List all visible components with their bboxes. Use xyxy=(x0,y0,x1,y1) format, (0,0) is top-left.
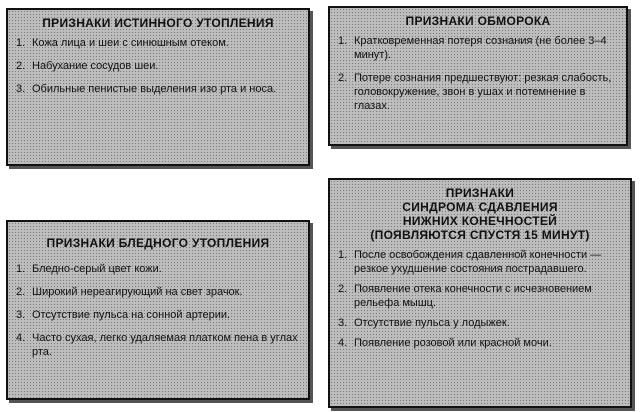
item-number: 2. xyxy=(16,60,26,72)
item-text: Отсутствие пульса на сонной артерии. xyxy=(32,309,231,321)
symptom-list xyxy=(338,34,618,113)
item-text: Широкий нереагирующий на свет зрачок. xyxy=(32,286,243,298)
item-number: 1. xyxy=(338,249,348,261)
item-number: 2. xyxy=(16,286,26,298)
item-number: 3. xyxy=(338,317,348,329)
item-number: 1. xyxy=(16,263,26,275)
list-item xyxy=(16,36,300,50)
item-number: 2. xyxy=(338,72,348,84)
item-text: Кожа лица и шеи с синюшным отеком. xyxy=(32,37,229,49)
list-item xyxy=(338,336,622,350)
list-item xyxy=(16,331,300,359)
item-text: Отсутствие пульса у лодыжек. xyxy=(354,317,510,329)
card-title: ПРИЗНАКИ ИСТИННОГО УТОПЛЕНИЯ xyxy=(42,16,274,30)
list-item xyxy=(338,34,618,62)
item-text: Появление розовой или красной мочи. xyxy=(354,337,552,349)
item-number: 3. xyxy=(16,83,26,95)
symptom-list xyxy=(338,248,622,350)
card-crush-syndrome xyxy=(328,178,632,408)
list-item xyxy=(338,71,618,113)
card-title: ПРИЗНАКИ ОБМОРОКА xyxy=(405,14,551,28)
list-item xyxy=(338,316,622,330)
item-text: Появление отека конечности с исчезновением рельефа мышц. xyxy=(354,283,592,309)
item-text: Кратковременная потеря сознания (не более 3–4 минут). xyxy=(354,35,607,61)
item-number: 4. xyxy=(338,337,348,349)
list-item xyxy=(16,262,300,276)
item-text: Бледно-серый цвет кожи. xyxy=(32,263,162,275)
symptom-list xyxy=(16,36,300,96)
symptom-list xyxy=(16,262,300,359)
item-number: 2. xyxy=(338,283,348,295)
list-item xyxy=(338,282,622,310)
list-item xyxy=(16,308,300,322)
item-number: 1. xyxy=(338,35,348,47)
card-title: ПРИЗНАКИ СИНДРОМА СДАВЛЕНИЯ НИЖНИХ КОНЕЧНОСТЕЙ (ПОЯВЛЯЮТСЯ СПУСТЯ 15 МИНУТ) xyxy=(370,186,590,242)
list-item xyxy=(16,59,300,73)
item-text: После освобождения сдавленной конечности — резкое ухудшение состояния пострадавшего. xyxy=(354,249,602,275)
card-true-drowning xyxy=(6,8,310,166)
item-text: Набухание сосудов шеи. xyxy=(32,60,159,72)
list-item xyxy=(16,82,300,96)
item-text: Потере сознания предшествуют: резкая слабость, головокружение, звон в ушах и потемнение в глазах. xyxy=(354,72,612,112)
list-item xyxy=(16,285,300,299)
list-item xyxy=(338,248,622,276)
item-number: 3. xyxy=(16,309,26,321)
item-text: Обильные пенистые выделения изо рта и носа. xyxy=(32,83,277,95)
item-number: 4. xyxy=(16,332,26,344)
card-pale-drowning xyxy=(6,220,310,400)
item-number: 1. xyxy=(16,37,26,49)
item-text: Часто сухая, легко удаляемая платком пена в углах рта. xyxy=(32,332,298,358)
card-fainting xyxy=(328,6,628,146)
card-title: ПРИЗНАКИ БЛЕДНОГО УТОПЛЕНИЯ xyxy=(46,236,270,250)
